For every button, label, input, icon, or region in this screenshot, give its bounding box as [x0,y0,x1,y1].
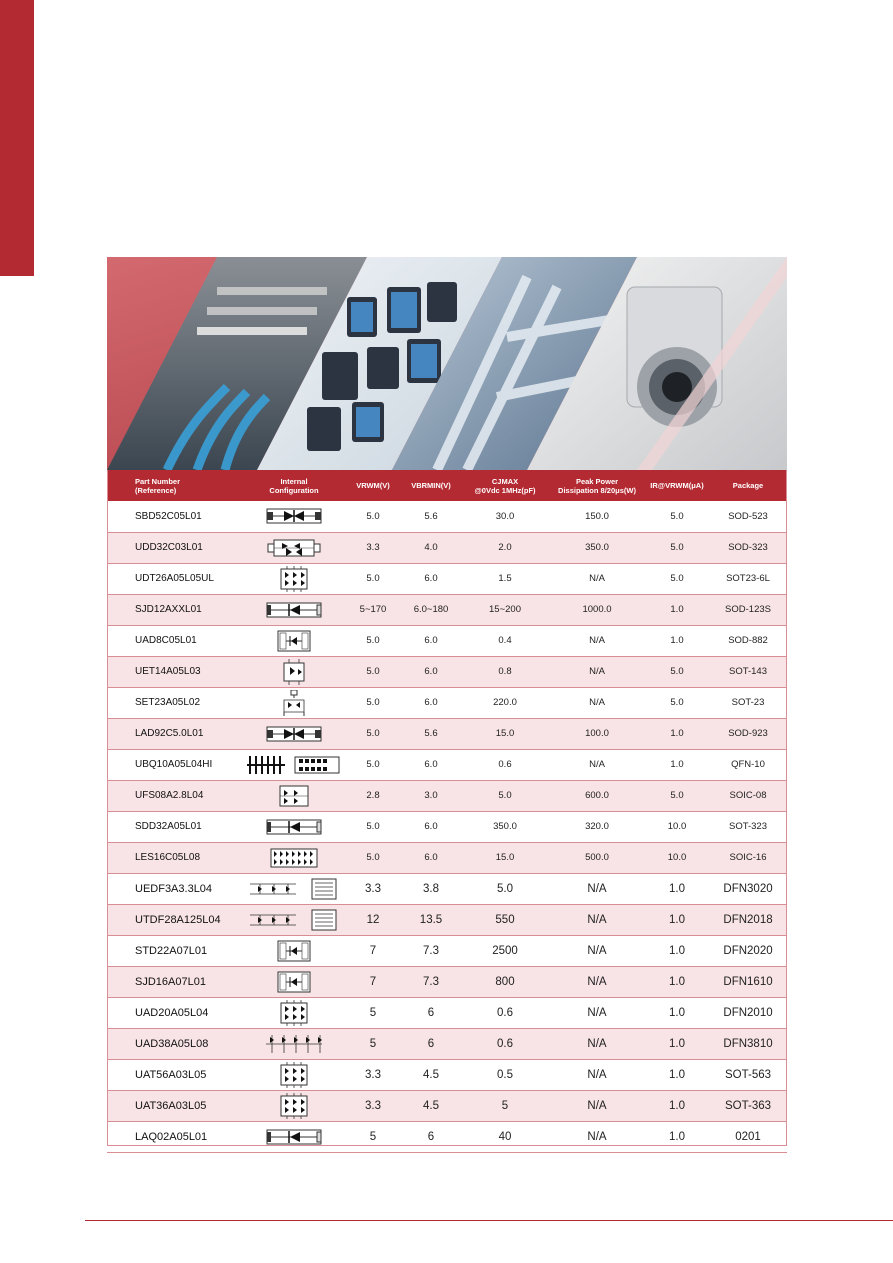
ir-cell: 1.0 [669,882,685,895]
cjmax-cell: 5.0 [497,882,513,895]
part-number-cell: SET23A05L02 [135,697,201,708]
cjmax-cell: 5 [501,1099,509,1112]
vrwm-cell: 3.3 [365,1068,381,1081]
package-cell: SOT-563 [724,1068,772,1081]
peak-power-cell: 320.0 [585,821,609,832]
table-row [107,625,787,656]
ir-cell: 1.0 [669,975,685,988]
package-cell: SOIC-16 [729,852,767,863]
package-cell: DFN2010 [723,1006,773,1019]
vbrmin-cell: 6.0 [424,759,438,770]
part-number-cell: UDT26A05L05UL [135,573,214,584]
dfn-diode-icon [276,630,312,652]
table-row [107,1090,787,1121]
table-row [107,997,787,1028]
part-number-cell: UTDF28A125L04 [135,913,221,926]
header-config: Internal Configuration [269,476,319,495]
diode-array-icon [278,566,310,592]
cjmax-cell: 0.6 [497,1006,513,1019]
unidirectional-diode-icon [266,1127,322,1147]
diode-array-icon [278,1093,310,1119]
dfn-diode-icon [276,971,312,993]
peak-power-cell: N/A [589,666,605,677]
table-body [107,501,787,1152]
config-cell [243,1028,345,1059]
ir-cell: 5.0 [670,573,684,584]
peak-power-cell: N/A [587,1099,607,1112]
ir-cell: 5.0 [670,542,684,553]
cjmax-cell: 30.0 [495,510,515,522]
config-cell [243,532,345,563]
header-ir: IR@VRWM(μA) [650,481,704,490]
cjmax-cell: 15~200 [489,604,521,615]
part-number-cell: STD22A07L01 [135,944,208,957]
sot-array-icon [279,659,309,685]
package-cell: SOT-363 [724,1099,772,1112]
vbrmin-cell: 5.6 [424,510,438,522]
config-cell [243,625,345,656]
config-cell [243,749,345,780]
peak-power-cell: N/A [589,697,605,708]
peak-power-cell: 1000.0 [582,604,612,615]
ir-cell: 1.0 [669,913,685,926]
vrwm-cell: 5 [369,1037,377,1050]
vbrmin-cell: 7.3 [423,975,439,988]
table-row [107,1121,787,1152]
vrwm-cell: 5.0 [366,821,380,832]
ir-cell: 1.0 [670,604,684,615]
vbrmin-cell: 6 [427,1006,435,1019]
cjmax-cell: 0.5 [497,1068,513,1081]
footer-rule [85,1220,893,1221]
peak-power-cell: 600.0 [585,790,609,801]
config-cell [243,501,345,532]
vbrmin-cell: 6.0~180 [413,604,449,615]
part-number-cell: UBQ10A05L04HI [135,759,213,770]
vbrmin-cell: 13.5 [419,913,443,926]
table-header-row [107,470,787,501]
bidirectional-diode-icon [266,724,322,744]
table-row [107,718,787,749]
table-row [107,811,787,842]
ir-cell: 1.0 [669,1068,685,1081]
vbrmin-cell: 6 [427,1037,435,1050]
peak-power-cell: N/A [587,1130,607,1143]
ir-cell: 5.0 [670,790,684,801]
application-banner [107,257,787,470]
config-cell [243,966,345,997]
vbrmin-cell: 6.0 [424,821,438,832]
vbrmin-cell: 6.0 [424,697,438,708]
vbrmin-cell: 6.0 [424,852,438,863]
config-cell [243,1121,345,1152]
part-number-cell: SDD32A05L01 [135,821,202,832]
peak-power-cell: N/A [589,759,605,770]
package-cell: DFN2018 [723,913,773,926]
config-cell [243,873,345,904]
side-accent-bar [0,0,34,276]
qfn-array-icon [247,754,341,776]
table-row [107,501,787,532]
peak-power-cell: N/A [587,944,607,957]
vrwm-cell: 5.0 [366,697,380,708]
vrwm-cell: 2.8 [366,790,380,801]
vrwm-cell: 5 [369,1130,377,1143]
config-cell [243,594,345,625]
vbrmin-cell: 6.0 [424,666,438,677]
header-package: Package [732,481,764,490]
config-cell [243,1090,345,1121]
dual-diode-icon [279,690,309,716]
cjmax-cell: 2500 [492,944,518,957]
config-cell [243,904,345,935]
part-number-cell: UDD32C03L01 [135,542,203,553]
package-cell: DFN2020 [723,944,773,957]
cjmax-cell: 0.8 [498,666,512,677]
package-cell: SOD-323 [728,542,768,553]
config-cell [243,811,345,842]
config-cell [243,842,345,873]
config-cell [243,997,345,1028]
ir-cell: 1.0 [670,635,684,646]
wide-array-icon [264,1031,324,1057]
vrwm-cell: 3.3 [365,882,381,895]
product-table [107,470,787,1153]
config-cell [243,718,345,749]
vrwm-cell: 5.0 [366,852,380,863]
soic16-array-icon [269,845,319,871]
banner-image [107,257,787,470]
table-row [107,656,787,687]
part-number-cell: UAD38A05L08 [135,1037,209,1050]
soic8-array-icon [277,784,311,808]
ir-cell: 1.0 [669,1006,685,1019]
package-cell: DFN1610 [723,975,773,988]
ir-cell: 1.0 [669,944,685,957]
ir-cell: 5.0 [670,697,684,708]
config-cell [243,687,345,718]
vbrmin-cell: 5.6 [424,728,438,739]
cjmax-cell: 0.4 [498,635,512,646]
cjmax-cell: 40 [498,1130,512,1143]
vbrmin-cell: 4.5 [423,1068,439,1081]
unidirectional-diode-icon [266,600,322,620]
package-cell: SOD-123S [725,604,771,615]
config-cell [243,780,345,811]
cjmax-cell: 15.0 [495,852,515,863]
table-row [107,563,787,594]
package-cell: SOD-923 [728,728,768,739]
vbrmin-cell: 6.0 [424,635,438,646]
vrwm-cell: 7 [369,975,377,988]
cjmax-cell: 0.6 [497,1037,513,1050]
part-number-cell: UFS08A2.8L04 [135,790,204,801]
ir-cell: 1.0 [669,1130,685,1143]
package-cell: SOD-882 [728,635,768,646]
part-number-cell: SJD16A07L01 [135,975,206,988]
diode-array-icon [278,1000,310,1026]
header-part-number: Part Number (Reference) [135,476,181,495]
peak-power-cell: N/A [589,573,605,584]
package-cell: DFN3020 [723,882,773,895]
package-cell: SOT-143 [728,666,768,677]
peak-power-cell: N/A [587,1037,607,1050]
part-number-cell: LAQ02A05L01 [135,1130,208,1143]
vbrmin-cell: 6 [427,1130,435,1143]
vbrmin-cell: 3.0 [424,790,438,801]
part-number-cell: UAD20A05L04 [135,1006,209,1019]
part-number-cell: UET14A05L03 [135,666,201,677]
package-cell: QFN-10 [731,759,765,770]
config-cell [243,563,345,594]
ir-cell: 1.0 [670,759,684,770]
package-cell: SOD-523 [728,510,768,522]
ir-cell: 10.0 [667,852,687,863]
part-number-cell: UAD8C05L01 [135,635,197,646]
vrwm-cell: 5~170 [359,604,387,615]
unidirectional-diode-icon [266,817,322,837]
vrwm-cell: 5.0 [366,728,380,739]
ir-cell: 1.0 [669,1037,685,1050]
ir-cell: 5.0 [670,510,684,522]
header-peak-power: Peak Power Dissipation 8/20μs(W) [558,476,636,495]
peak-power-cell: N/A [589,635,605,646]
cjmax-cell: 15.0 [495,728,515,739]
part-number-cell: SJD12AXXL01 [135,604,202,615]
vbrmin-cell: 6.0 [424,573,438,584]
cjmax-cell: 2.0 [498,542,512,553]
vrwm-cell: 5.0 [366,666,380,677]
vbrmin-cell: 7.3 [423,944,439,957]
vbrmin-cell: 3.8 [423,882,439,895]
peak-power-cell: 500.0 [585,852,609,863]
dfn-diode-icon [276,940,312,962]
filter-array-icon [246,907,342,933]
vrwm-cell: 5.0 [366,635,380,646]
part-number-cell: UAT56A03L05 [135,1068,207,1081]
vrwm-cell: 12 [366,913,380,926]
ir-cell: 1.0 [669,1099,685,1112]
vrwm-cell: 5 [369,1006,377,1019]
ir-cell: 1.0 [670,728,684,739]
table-row [107,532,787,563]
header-cjmax: CJMAX @0Vdc 1MHz(pF) [474,476,536,495]
diode-array-icon [278,1062,310,1088]
header-vrwm: VRWM(V) [356,481,390,490]
table-row [107,780,787,811]
vbrmin-cell: 4.0 [424,542,438,553]
package-cell: 0201 [735,1130,761,1143]
cjmax-cell: 5.0 [498,790,512,801]
table-row [107,873,787,904]
package-cell: SOIC-08 [729,790,767,801]
package-cell: SOT23-6L [726,573,770,584]
product-table-wrap [107,470,787,1153]
cjmax-cell: 800 [495,975,515,988]
peak-power-cell: 100.0 [585,728,609,739]
vrwm-cell: 3.3 [365,1099,381,1112]
part-number-cell: UAT36A03L05 [135,1099,207,1112]
header-vbrmin: VBRMIN(V) [411,481,451,490]
bidirectional-diode-icon [266,506,322,526]
package-cell: SOT-23 [731,697,765,708]
peak-power-cell: 150.0 [585,510,609,522]
ir-cell: 5.0 [670,666,684,677]
part-number-cell: LAD92C5.0L01 [135,728,204,739]
vrwm-cell: 7 [369,944,377,957]
table-row [107,1028,787,1059]
filter-array-icon [246,876,342,902]
table-row [107,749,787,780]
part-number-cell: SBD52C05L01 [135,510,202,522]
vrwm-cell: 5.0 [366,573,380,584]
peak-power-cell: N/A [587,913,607,926]
vbrmin-cell: 4.5 [423,1099,439,1112]
peak-power-cell: N/A [587,975,607,988]
package-cell: DFN3810 [723,1037,773,1050]
config-cell [243,935,345,966]
vrwm-cell: 5.0 [366,759,380,770]
table-row [107,904,787,935]
table-row [107,1059,787,1090]
table-row [107,842,787,873]
part-number-cell: LES16C05L08 [135,852,201,863]
part-number-cell: UEDF3A3.3L04 [135,882,213,895]
peak-power-cell: N/A [587,1006,607,1019]
table-row [107,935,787,966]
cjmax-cell: 0.6 [498,759,512,770]
ir-cell: 10.0 [667,821,687,832]
table-row [107,687,787,718]
peak-power-cell: 350.0 [585,542,609,553]
vrwm-cell: 3.3 [366,542,380,553]
table-row [107,966,787,997]
vrwm-cell: 5.0 [366,510,380,522]
config-cell [243,656,345,687]
table-row [107,594,787,625]
cjmax-cell: 550 [495,913,515,926]
diode-bridge-icon [266,538,322,558]
config-cell [243,1059,345,1090]
cjmax-cell: 220.0 [493,697,517,708]
peak-power-cell: N/A [587,882,607,895]
peak-power-cell: N/A [587,1068,607,1081]
cjmax-cell: 1.5 [498,573,512,584]
package-cell: SOT-323 [728,821,768,832]
cjmax-cell: 350.0 [493,821,517,832]
